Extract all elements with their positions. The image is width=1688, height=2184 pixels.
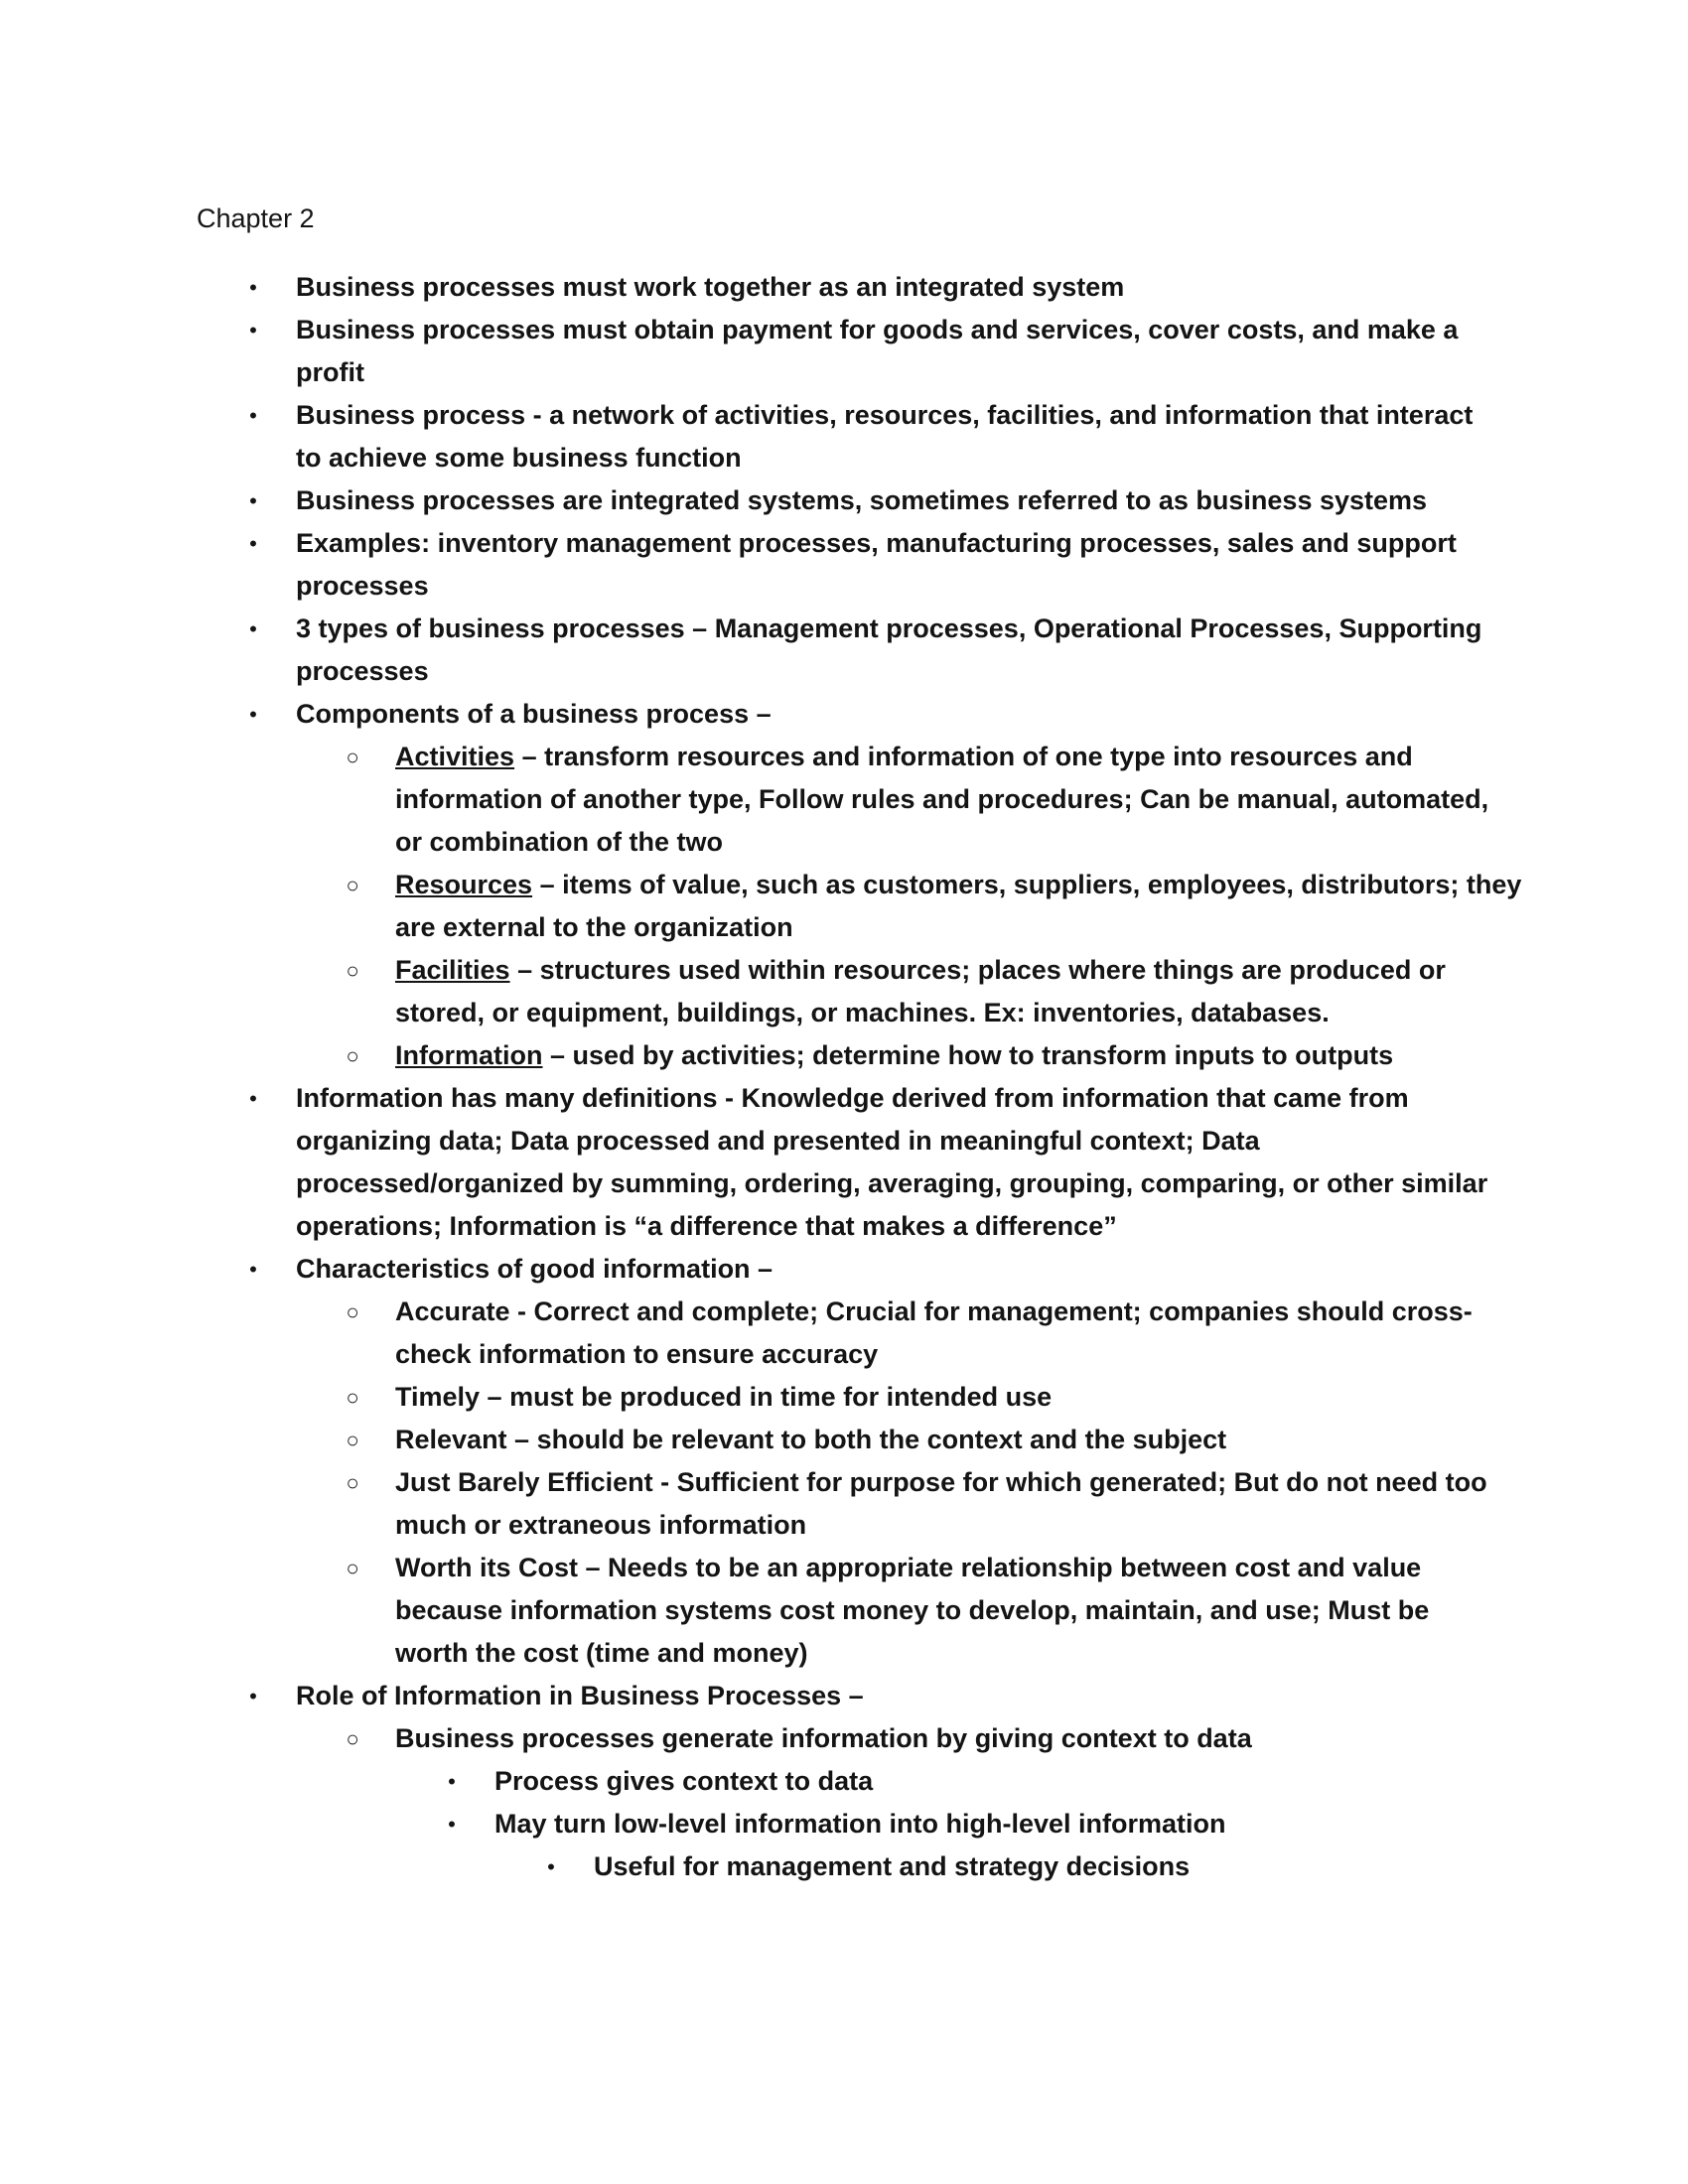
chapter-title: Chapter 2 [197,204,315,233]
list-item-text: information of another type, Follow rules and procedures; Can be manual, automated, [395,784,1489,814]
list-item-text: Characteristics of good information – [296,1254,774,1284]
list-item-text: Accurate - Correct and complete; Crucial for management; companies should cross- [395,1297,1473,1326]
list-item [0,1077,1688,1248]
list-item-text: Resources – items of value, such as customers, suppliers, employees, distributors; they [395,870,1522,899]
list-item-text: or combination of the two [395,827,723,857]
list-item-text: Business processes generate information by giving context to data [395,1723,1252,1753]
disc-bullet-icon: • [448,1769,456,1794]
circle-bullet-icon: ○ [346,745,359,769]
list-item [0,693,1688,736]
list-item [0,864,1688,949]
disc-bullet-icon: • [249,488,257,513]
list-item-text: Timely – must be produced in time for intended use [395,1382,1053,1412]
term-label: Resources [395,870,533,899]
list-item-text: processes [296,571,429,601]
list-item-text: Just Barely Efficient - Sufficient for purpose for which generated; But do not need too [395,1467,1487,1497]
list-item-text: Worth its Cost – Needs to be an appropriate relationship between cost and value [395,1553,1422,1582]
list-item-text: Facilities – structures used within resources; places where things are produced or [395,955,1446,985]
list-item-text: much or extraneous information [395,1510,807,1540]
list-item-text: profit [296,357,364,387]
list-item-text: Business processes must obtain payment for goods and services, cover costs, and make a [296,315,1459,344]
list-item-text: processed/organized by summing, ordering, averaging, grouping, comparing, or other similar [296,1168,1488,1198]
list-item-text: Components of a business process – [296,699,772,729]
list-item [0,608,1688,693]
disc-bullet-icon: • [249,403,257,428]
circle-bullet-icon: ○ [346,1043,359,1068]
circle-bullet-icon: ○ [346,1726,359,1751]
list-item-text: Business process - a network of activities, resources, facilities, and information that interact [296,400,1474,430]
list-item-text: Role of Information in Business Processes – [296,1681,864,1710]
circle-bullet-icon: ○ [346,958,359,983]
disc-bullet-icon: • [249,702,257,727]
list-item-text: Information – used by activities; determine how to transform inputs to outputs [395,1040,1394,1070]
list-item-text: Information has many definitions - Knowledge derived from information that came from [296,1083,1409,1113]
list-item-text: Business processes are integrated systems, sometimes referred to as business systems [296,485,1428,515]
list-item-text: are external to the organization [395,912,793,942]
bullet-list [0,266,1688,1888]
disc-bullet-icon: • [249,1684,257,1708]
list-item [0,1034,1688,1077]
list-item-text: May turn low-level information into high-level information [494,1809,1226,1839]
list-item-text: operations; Information is “a difference that makes a difference” [296,1211,1117,1241]
list-item [0,1675,1688,1717]
disc-bullet-icon: • [249,531,257,556]
disc-bullet-icon: • [249,275,257,300]
circle-bullet-icon: ○ [346,1556,359,1580]
list-item [0,1461,1688,1547]
list-item [0,1845,1688,1888]
list-item [0,309,1688,394]
circle-bullet-icon: ○ [346,1470,359,1495]
list-item-text: Process gives context to data [494,1766,874,1796]
list-item [0,1547,1688,1675]
list-item [0,1760,1688,1803]
list-item-text: stored, or equipment, buildings, or machines. Ex: inventories, databases. [395,998,1330,1027]
disc-bullet-icon: • [249,616,257,641]
disc-bullet-icon: • [448,1812,456,1837]
list-item-text: Relevant – should be relevant to both the context and the subject [395,1425,1227,1454]
list-item [0,1248,1688,1291]
list-item [0,394,1688,479]
list-item-text: worth the cost (time and money) [395,1638,808,1668]
list-item-text: Activities – transform resources and information of one type into resources and [395,742,1413,771]
list-item-text: Useful for management and strategy decisions [594,1851,1191,1881]
term-label: Facilities [395,955,510,985]
disc-bullet-icon: • [249,318,257,342]
circle-bullet-icon: ○ [346,873,359,897]
list-item-text: because information systems cost money to develop, maintain, and use; Must be [395,1595,1430,1625]
disc-bullet-icon: • [249,1257,257,1282]
list-item-text: organizing data; Data processed and presented in meaningful context; Data [296,1126,1260,1156]
list-item [0,1419,1688,1461]
disc-bullet-icon: • [547,1854,555,1879]
list-item [0,1803,1688,1845]
list-item [0,1291,1688,1376]
term-label: Information [395,1040,543,1070]
disc-bullet-icon: • [249,1086,257,1111]
term-label: Activities [395,742,515,771]
list-item [0,266,1688,309]
list-item-text: 3 types of business processes – Management processes, Operational Processes, Supporting [296,614,1482,643]
list-item-text: Examples: inventory management processes, manufacturing processes, sales and support [296,528,1457,558]
list-item [0,1376,1688,1419]
circle-bullet-icon: ○ [346,1299,359,1324]
list-item-text: to achieve some business function [296,443,742,473]
list-item [0,1717,1688,1760]
list-item [0,949,1688,1034]
list-item-text: Business processes must work together as an integrated system [296,272,1125,302]
list-item [0,522,1688,608]
list-item [0,479,1688,522]
circle-bullet-icon: ○ [346,1428,359,1452]
list-item [0,736,1688,864]
list-item-text: check information to ensure accuracy [395,1339,879,1369]
circle-bullet-icon: ○ [346,1385,359,1410]
list-item-text: processes [296,656,429,686]
